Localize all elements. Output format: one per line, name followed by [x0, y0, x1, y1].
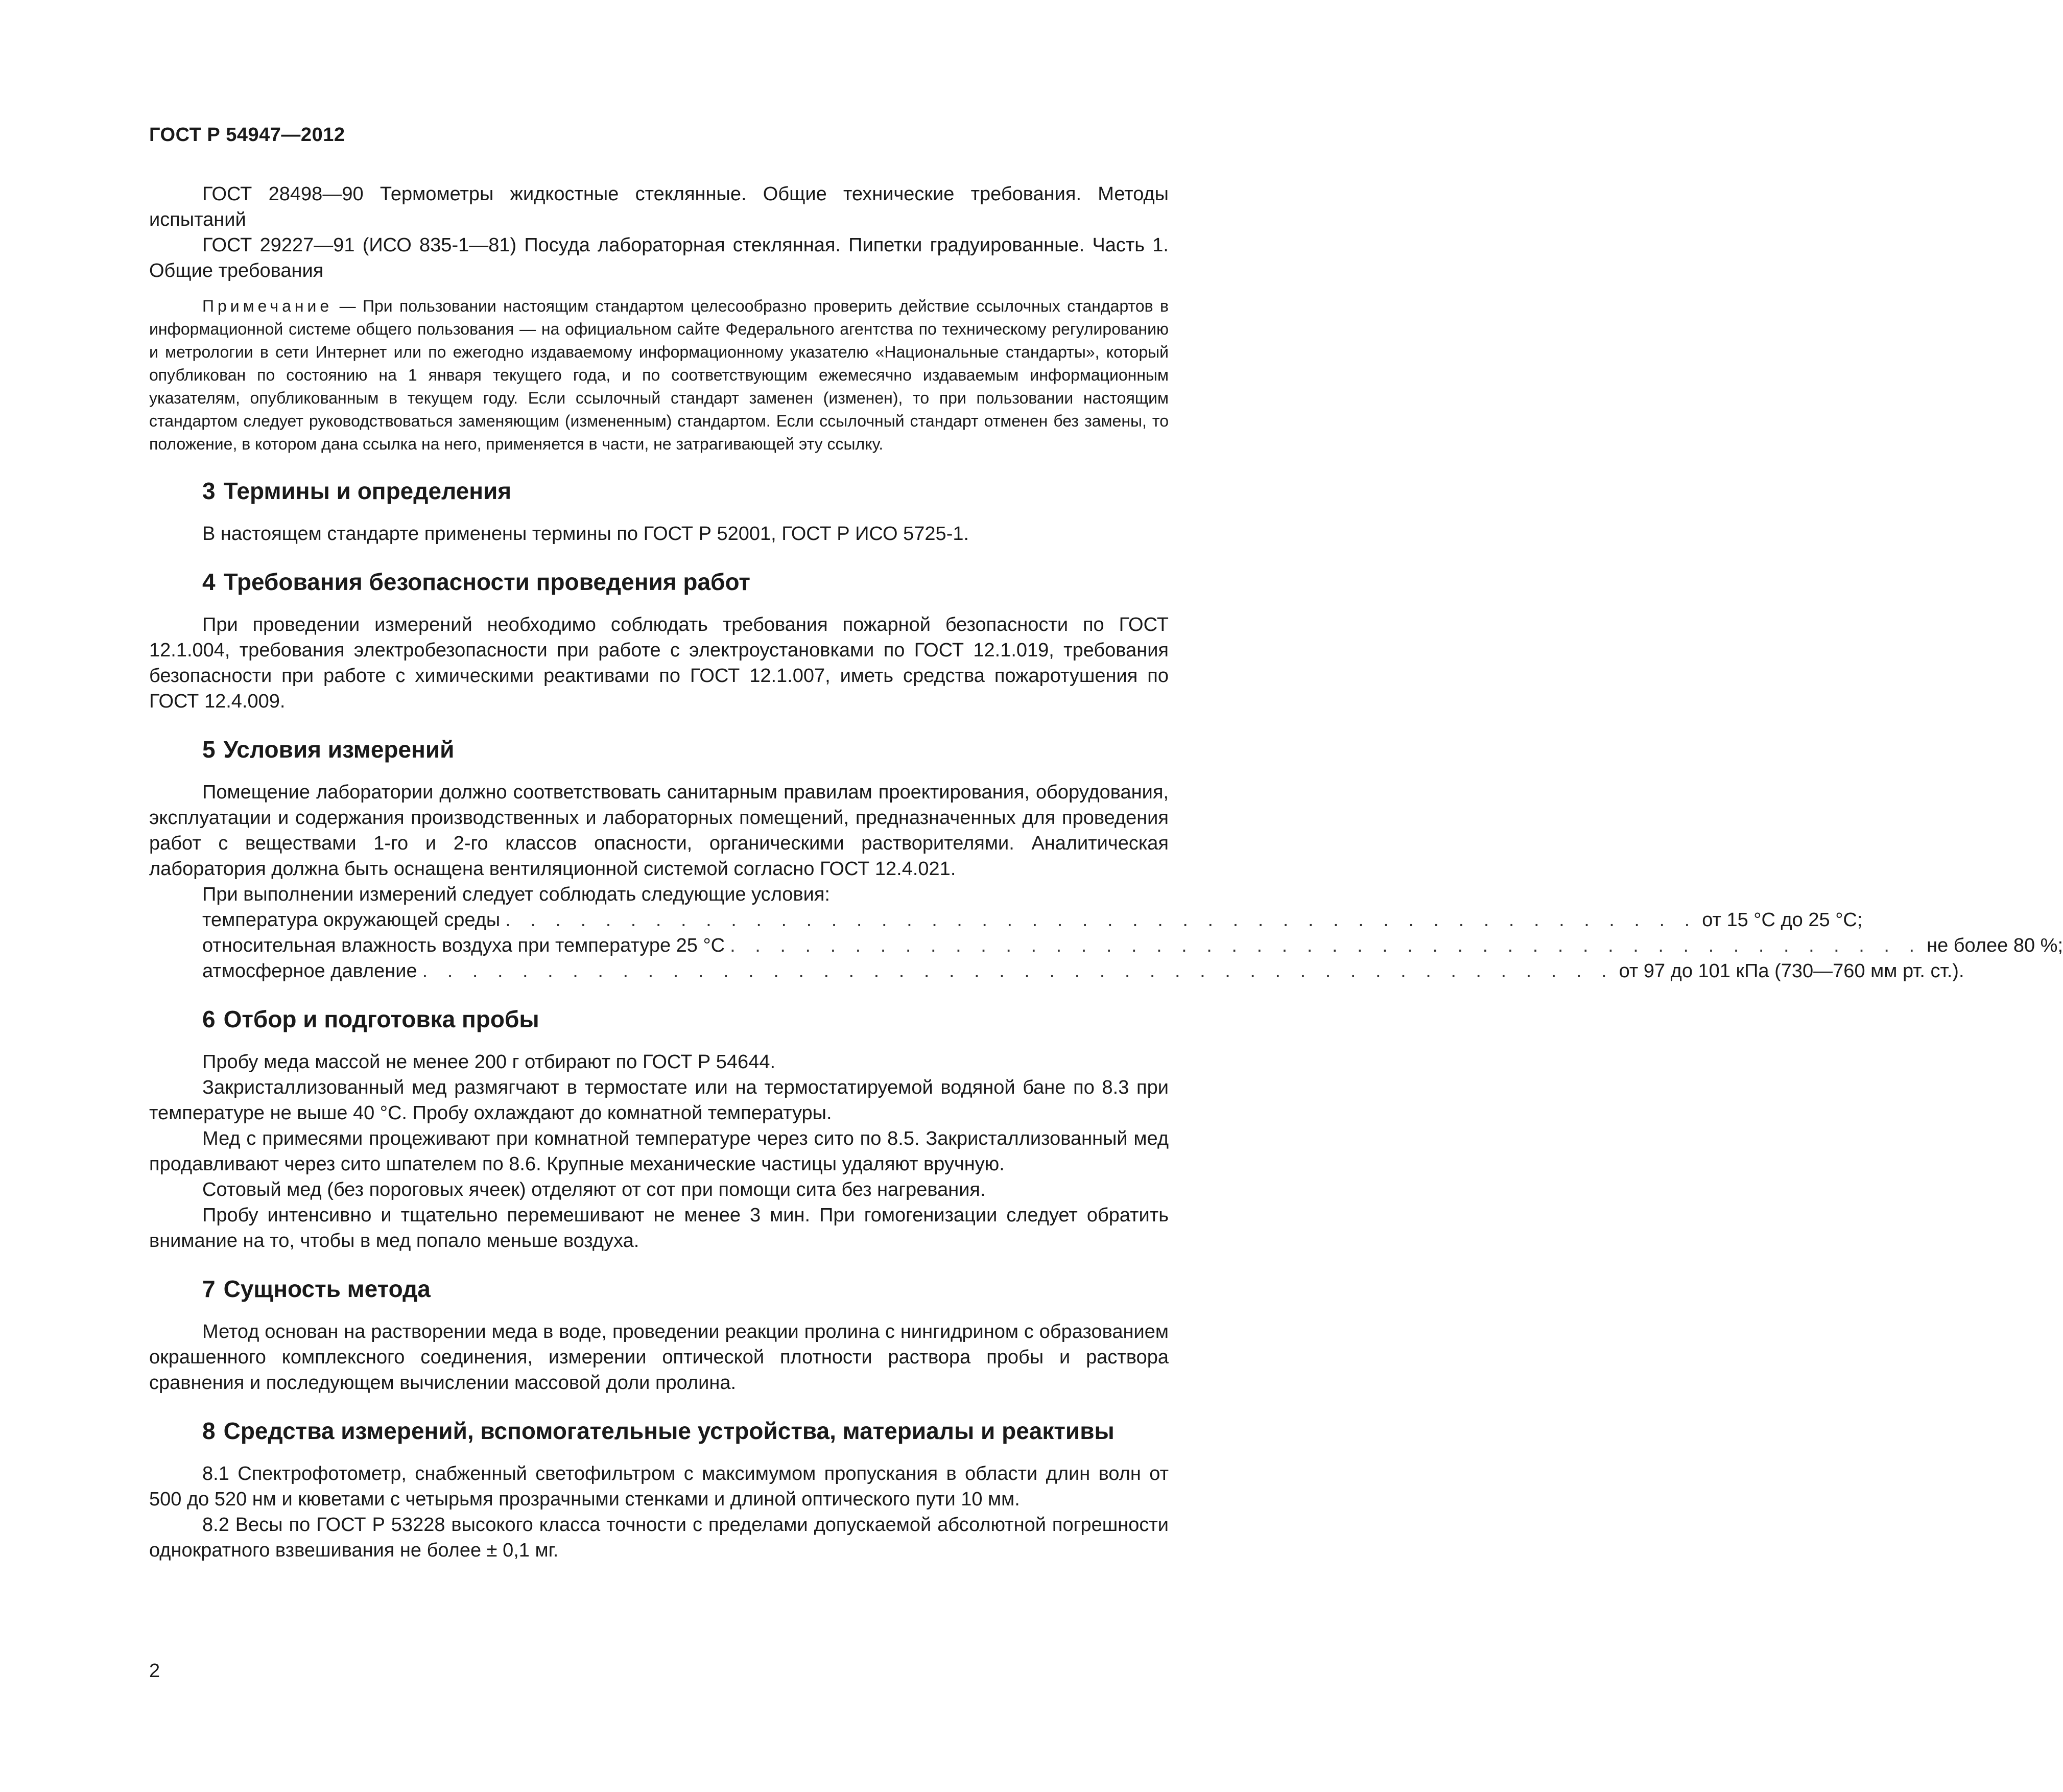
section-heading-5: 5 Условия измерений	[202, 736, 455, 763]
leader-dots: . . . . . . . . . . . . . . . . . . . . . . . . . . . . . . . . . . . . . . . . . . . . . . . .	[505, 909, 1697, 931]
section-heading-4: 4 Требования безопасности проведения работ	[202, 569, 750, 595]
condition-value: не более 80 %;	[1927, 935, 2063, 956]
document-body	[149, 181, 2063, 1563]
section-8-paragraph: 8.1 Спектрофотометр, снабженный светофильтром с максимумом пропускания в области длин волн от 500 до 520 нм и кюветами с четырьмя прозрачными стенками и длиной оптического пути 10 мм.	[149, 1463, 1169, 1510]
condition-row	[149, 933, 2063, 958]
note-label: Примечание	[202, 297, 333, 315]
leader-dots: . . . . . . . . . . . . . . . . . . . . . . . . . . . . . . . . . . . . . . . . . . . . . . . .	[730, 935, 1922, 956]
section-6-paragraph: Закристаллизованный мед размягчают в термостате или на термостатируемой водяной бане по 8.3 при температуре не выше 40 °С. Пробу охлаждают до комнатной температуры.	[149, 1077, 1169, 1124]
condition-row	[149, 907, 1863, 933]
section-6-paragraph: Мед с примесями процеживают при комнатной температуре через сито по 8.5. Закристаллизованный мед продавливают через сито шпателем по 8.6. Крупные механические частицы удаляют вручную.	[149, 1128, 1169, 1175]
section-6-paragraph: Пробу меда массой не менее 200 г отбирают по ГОСТ Р 54644.	[202, 1051, 776, 1073]
condition-label: атмосферное давление	[202, 960, 417, 982]
condition-label: температура окружающей среды	[202, 909, 501, 931]
condition-value: от 97 до 101 кПа (730—760 мм рт. ст.).	[1619, 960, 1964, 982]
document-header: ГОСТ Р 54947—2012	[149, 124, 345, 146]
leader-dots: . . . . . . . . . . . . . . . . . . . . . . . . . . . . . . . . . . . . . . . . . . . . . . . .	[422, 960, 1614, 982]
reference-item: ГОСТ 28498—90 Термометры жидкостные стеклянные. Общие технические требования. Методы испытаний	[149, 183, 1169, 230]
section-5-paragraph: При выполнении измерений следует соблюдать следующие условия:	[202, 884, 830, 905]
page-number: 2	[149, 1660, 160, 1682]
section-5-paragraph: Помещение лаборатории должно соответствовать санитарным правилам проектирования, оборудования, эксплуатации и содержания производственных и лабораторных помещений, предназначенных для проведения работ с веществами 1-го и 2-го классов опасности, органическими растворителями. Аналитическая лаборатория должна быть оснащена вентиляционной системой согласно ГОСТ 12.4.021.	[149, 782, 1169, 880]
condition-label: относительная влажность воздуха при температуре 25 °С	[202, 935, 725, 956]
section-heading-6: 6 Отбор и подготовка пробы	[202, 1006, 539, 1032]
section-heading-8: 8 Средства измерений, вспомогательные устройства, материалы и реактивы	[202, 1418, 1115, 1444]
section-4-paragraph: При проведении измерений необходимо соблюдать требования пожарной безопасности по ГОСТ 12.1.004, требования электробезопасности при работе с электроустановками по ГОСТ 12.1.019, требования безопасности при работе с химическими реактивами по ГОСТ 12.1.007, иметь средства пожаротушения по ГОСТ 12.4.009.	[149, 614, 1169, 712]
section-6-paragraph: Пробу интенсивно и тщательно перемешивают не менее 3 мин. При гомогенизации следует обратить внимание на то, чтобы в мед попало меньше воздуха.	[149, 1205, 1169, 1252]
condition-row	[149, 958, 1964, 984]
section-3-paragraph: В настоящем стандарте применены термины по ГОСТ Р 52001, ГОСТ Р ИСО 5725-1.	[202, 523, 969, 545]
note-block	[149, 295, 1169, 456]
section-7-paragraph: Метод основан на растворении меда в воде, проведении реакции пролина с нингидрином с образованием окрашенного комплексного соединения, измерении оптической плотности раствора пробы и раствора сравнения и последующем вычислении массовой доли пролина.	[149, 1321, 1169, 1394]
reference-item: ГОСТ 29227—91 (ИСО 835-1—81) Посуда лабораторная стеклянная. Пипетки градуированные. Часть 1. Общие требования	[149, 234, 1169, 281]
condition-value: от 15 °С до 25 °С;	[1702, 909, 1863, 931]
section-6-paragraph: Сотовый мед (без пороговых ячеек) отделяют от сот при помощи сита без нагревания.	[202, 1179, 986, 1200]
section-heading-7: 7 Сущность метода	[202, 1276, 431, 1302]
section-heading-3: 3 Термины и определения	[202, 478, 512, 504]
note-text: — При пользовании настоящим стандартом целесообразно проверить действие ссылочных стандартов в информационной системе общего пользования — на официальном сайте Федерального агентства по техническому регулированию и метрологии в сети Интернет или по ежегодно издаваемому информационному указателю «Национальные стандарты», который опубликован по состоянию на 1 января текущего года, и по соответствующим ежемесячно издаваемым информационным указателям, опубликованным в текущем году. Если ссылочный стандарт заменен (изменен), то при пользовании настоящим стандартом следует руководствоваться заменяющим (измененным) стандартом. Если ссылочный стандарт отменен без замены, то положение, в котором дана ссылка на него, применяется в части, не затрагивающей эту ссылку.	[149, 297, 1169, 453]
section-8-paragraph: 8.2 Весы по ГОСТ Р 53228 высокого класса точности с пределами допускаемой абсолютной погрешности однократного взвешивания не более ± 0,1 мг.	[149, 1514, 1169, 1561]
